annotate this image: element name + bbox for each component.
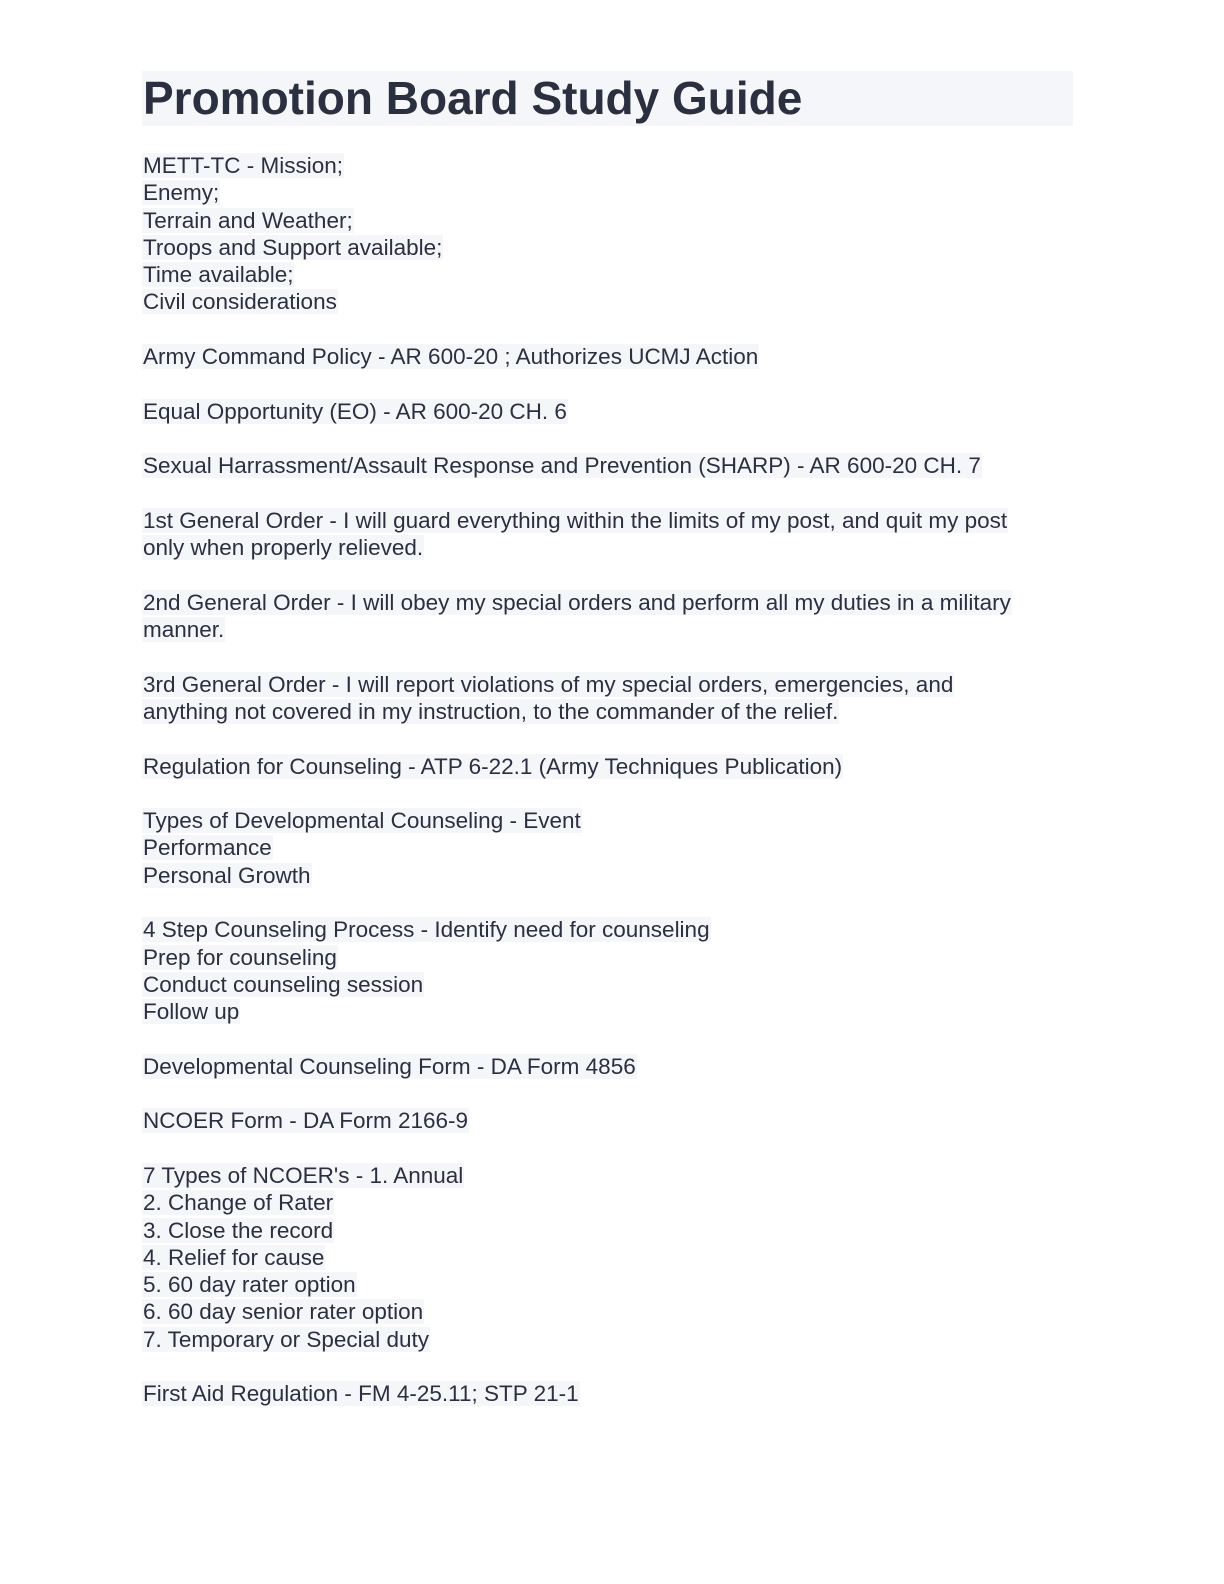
study-entry-line: [142, 179, 1073, 206]
study-entry-line: [142, 589, 1073, 616]
study-entry-line: [142, 616, 1073, 643]
study-entry: [142, 398, 1073, 425]
study-entry-line: [142, 1326, 1073, 1353]
study-entry-text: Terrain and Weather;: [143, 207, 353, 233]
study-entry-text: Personal Growth: [143, 862, 311, 888]
study-entry-line: [142, 507, 1073, 534]
study-entry-text: 7 Types of NCOER's - 1. Annual: [143, 1162, 464, 1188]
study-entry-text: Troops and Support available;: [143, 234, 443, 260]
study-entry-text: NCOER Form - DA Form 2166-9: [143, 1108, 469, 1134]
study-entry-line: [142, 1107, 1073, 1134]
study-entry-text: 3. Close the record: [143, 1217, 334, 1243]
study-entry: [142, 507, 1073, 562]
study-entry-line: [142, 862, 1073, 889]
study-entry-line: [142, 1244, 1073, 1271]
study-entry-line: [142, 207, 1073, 234]
study-entry: [142, 343, 1073, 370]
study-entry-text: 7. Temporary or Special duty: [143, 1326, 429, 1352]
study-entry-text: 2. Change of Rater: [143, 1190, 334, 1216]
study-entry: [142, 1053, 1073, 1080]
study-entry-line: [142, 971, 1073, 998]
study-entry-line: [142, 261, 1073, 288]
study-entry: [142, 916, 1073, 1025]
study-entry-text: Army Command Policy - AR 600-20 ; Authorizes UCMJ Action: [143, 344, 759, 370]
study-entry-text: only when properly relieved.: [143, 535, 424, 561]
study-entry-text: Regulation for Counseling - ATP 6-22.1 (Army Techniques Publication): [143, 753, 843, 779]
study-entry: [142, 1162, 1073, 1353]
study-entry: [142, 1380, 1073, 1407]
document-page: [142, 71, 1073, 1435]
study-entry: [142, 589, 1073, 644]
study-entry-text: Civil considerations: [143, 289, 337, 315]
study-entry-line: [142, 152, 1073, 179]
study-entry-line: [142, 1162, 1073, 1189]
study-entry-text: Prep for counseling: [143, 944, 337, 970]
study-entry-text: Follow up: [143, 999, 240, 1025]
study-entry-text: 1st General Order - I will guard everything within the limits of my post, and quit my post: [143, 507, 1008, 533]
study-entry: [142, 452, 1073, 479]
study-entry: [142, 807, 1073, 889]
study-entry-line: [142, 671, 1073, 698]
study-entry: [142, 152, 1073, 316]
study-entry-text: Sexual Harrassment/Assault Response and Prevention (SHARP) - AR 600-20 CH. 7: [143, 453, 981, 479]
study-entry-line: [142, 807, 1073, 834]
study-entry-text: 6. 60 day senior rater option: [143, 1299, 424, 1325]
study-entry-text: 3rd General Order - I will report violations of my special orders, emergencies, and: [143, 671, 954, 697]
study-entry-text: First Aid Regulation - FM 4-25.11; STP 21-1: [143, 1381, 579, 1407]
study-entry-line: [142, 998, 1073, 1025]
study-entry: [142, 671, 1073, 726]
study-entry-text: Developmental Counseling Form - DA Form 4856: [143, 1053, 636, 1079]
study-entry-line: [142, 698, 1073, 725]
document-body: [142, 152, 1073, 1408]
study-entry-text: Time available;: [143, 262, 294, 288]
study-entry-line: [142, 1217, 1073, 1244]
study-entry-text: 5. 60 day rater option: [143, 1272, 356, 1298]
study-entry-line: [142, 944, 1073, 971]
study-entry-line: [142, 916, 1073, 943]
study-entry-text: Equal Opportunity (EO) - AR 600-20 CH. 6: [143, 398, 567, 424]
study-entry-text: Conduct counseling session: [143, 971, 424, 997]
study-entry-text: 2nd General Order - I will obey my special orders and perform all my duties in a military: [143, 589, 1011, 615]
study-entry-line: [142, 1271, 1073, 1298]
study-entry-line: [142, 234, 1073, 261]
study-entry-text: Types of Developmental Counseling - Event: [143, 808, 581, 834]
study-entry-text: 4. Relief for cause: [143, 1244, 325, 1270]
study-entry-text: anything not covered in my instruction, to the commander of the relief.: [143, 698, 839, 724]
study-entry-line: [142, 1298, 1073, 1325]
study-entry-line: [142, 343, 1073, 370]
study-entry: [142, 1107, 1073, 1134]
study-entry-text: 4 Step Counseling Process - Identify need for counseling: [143, 917, 710, 943]
study-entry-line: [142, 398, 1073, 425]
study-entry-line: [142, 1189, 1073, 1216]
study-entry-line: [142, 1380, 1073, 1407]
study-entry-text: Performance: [143, 835, 272, 861]
study-entry-line: [142, 1053, 1073, 1080]
study-entry-line: [142, 534, 1073, 561]
study-entry-line: [142, 834, 1073, 861]
study-entry: [142, 753, 1073, 780]
study-entry-line: [142, 753, 1073, 780]
study-entry-text: manner.: [143, 617, 225, 643]
study-entry-line: [142, 288, 1073, 315]
study-entry-text: Enemy;: [143, 180, 220, 206]
document-title: Promotion Board Study Guide: [142, 71, 1073, 126]
study-entry-line: [142, 452, 1073, 479]
study-entry-text: METT-TC - Mission;: [143, 153, 343, 178]
